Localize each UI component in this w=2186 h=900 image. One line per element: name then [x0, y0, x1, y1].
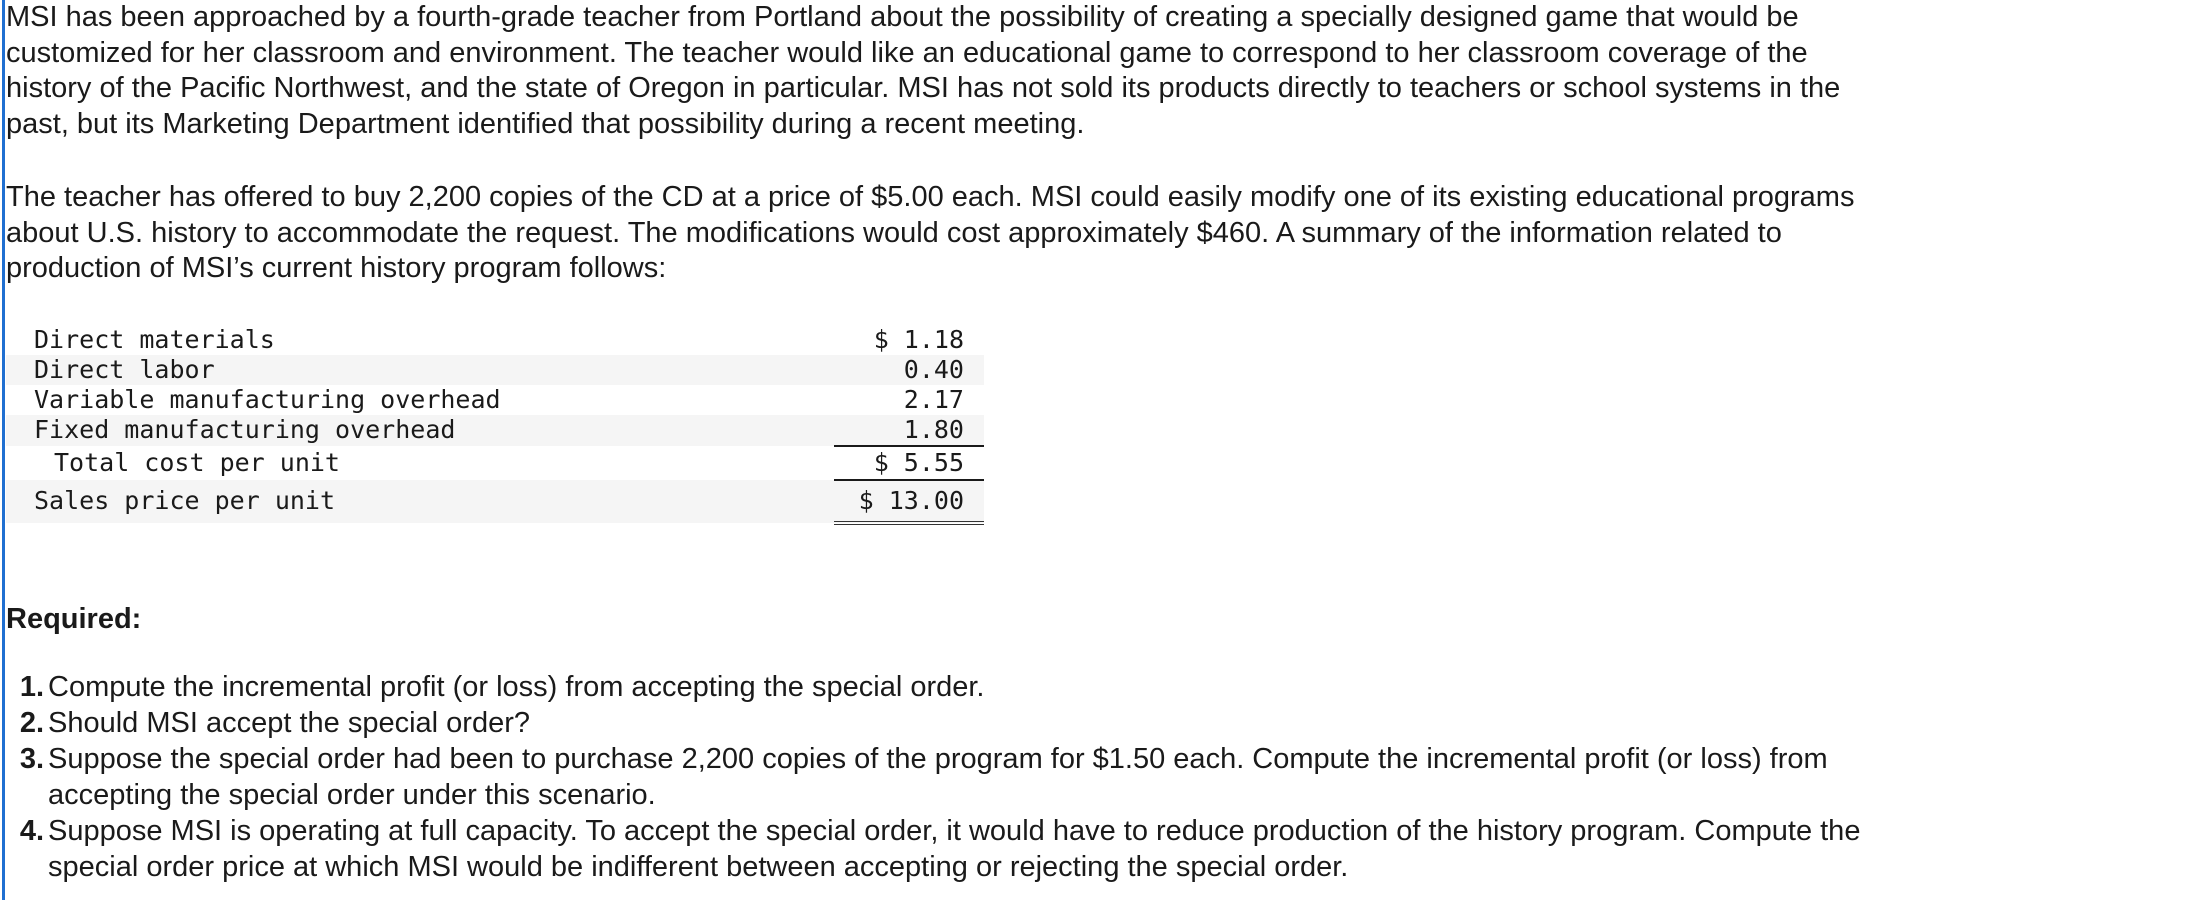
- row-label: Total cost per unit: [54, 447, 340, 477]
- row-value: $ 5.55: [834, 446, 984, 480]
- table-row: [6, 325, 984, 355]
- table-row-sales-price: [6, 480, 984, 523]
- row-label: Variable manufacturing overhead: [34, 384, 501, 414]
- intro-paragraph-1: MSI has been approached by a fourth-grade teacher from Portland about the possibility of creating a specially designed game that would be customized for her classroom and environment. The teacher would like an educational game to correspond to her classroom coverage of the history of the Pacific Northwest, and the state of Oregon in particular. MSI has not sold its products directly to teachers or school systems in the past, but its Marketing Department identified that possibility during a recent meeting.: [6, 1, 1841, 140]
- row-label: Direct labor: [6, 355, 834, 385]
- list-item: [6, 741, 1886, 813]
- table-row: [6, 415, 984, 446]
- row-value: 0.40: [834, 355, 984, 385]
- problem-content: [6, 0, 1906, 885]
- cost-summary-table: [6, 325, 984, 525]
- required-list: [6, 669, 1906, 885]
- table-row: [6, 385, 984, 415]
- item-text: Compute the incremental profit (or loss) from accepting the special order.: [48, 670, 985, 703]
- item-number: 4.: [19, 814, 44, 847]
- row-label: Direct materials: [34, 324, 275, 354]
- list-item: [6, 813, 1886, 885]
- item-number: 3.: [19, 742, 44, 775]
- item-text: Suppose MSI is operating at full capacity. To accept the special order, it would have to reduce production of the history program. Compute the special order price at which MSI would be indifferent between accepting or rejecting the special order.: [48, 814, 1861, 883]
- item-text: Should MSI accept the special order?: [48, 706, 530, 739]
- intro-paragraph-2: The teacher has offered to buy 2,200 copies of the CD at a price of $5.00 each. MSI could easily modify one of its existing educational programs about U.S. history to accommodate the request. The modifications would cost approximately $460. A summary of the information related to production of MSI’s current history program follows:: [6, 181, 1855, 284]
- table-row: [6, 355, 984, 385]
- table-row-total: [6, 446, 984, 480]
- row-value: 2.17: [903, 384, 964, 414]
- left-accent-rule: [2, 0, 5, 900]
- row-label: Fixed manufacturing overhead: [6, 415, 834, 446]
- list-item: [6, 705, 1886, 741]
- row-value: $ 1.18: [873, 324, 964, 354]
- item-number: 2.: [19, 706, 44, 739]
- list-item: [6, 669, 1886, 705]
- row-label: Sales price per unit: [6, 480, 834, 523]
- item-number: 1.: [19, 670, 44, 703]
- item-text: Suppose the special order had been to purchase 2,200 copies of the program for $1.50 each. Compute the incremental profit (or loss) from accepting the special order under this scenario.: [48, 742, 1828, 811]
- required-heading: Required:: [6, 602, 142, 635]
- row-value: $ 13.00: [834, 480, 984, 523]
- row-value: 1.80: [834, 415, 984, 446]
